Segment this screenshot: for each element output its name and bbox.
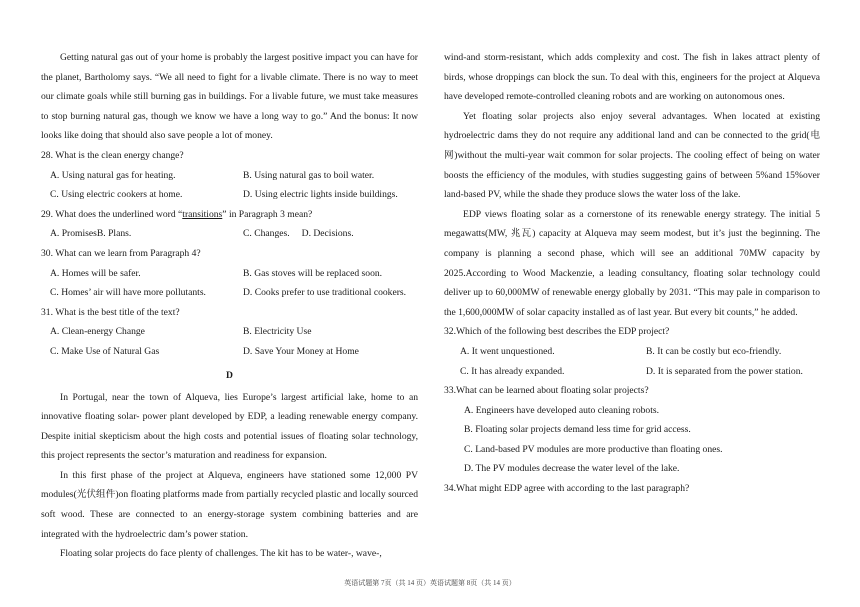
question-30-options xyxy=(41,264,418,303)
paragraph-d1: In Portugal, near the town of Alqueva, lies Europe’s largest artificial lake, home to an innovative floating solar- power plant developed by EDP, a leading renewable energy company. Despite initial skepticism about the high costs and potential issues of floating solar technology, this project represents the sector’s maturation and readiness for expansion. xyxy=(41,391,418,462)
option-d: D. It is separated from the power station. xyxy=(646,365,803,377)
question-32: 32.Which of the following best describes the EDP project? xyxy=(444,326,670,338)
option-a: A. Using natural gas for heating. xyxy=(50,169,176,181)
option-d: D. Save Your Money at Home xyxy=(243,345,359,357)
question-31: 31. What is the best title of the text? xyxy=(41,306,180,318)
option-a: A. Engineers have developed auto cleaning robots. xyxy=(464,404,660,416)
question-33-options xyxy=(444,401,820,479)
option-d: D. The PV modules decrease the water level of the lake. xyxy=(464,463,680,475)
page-footer: 英语试题第 7页（共 14 页）英语试题第 8页（共 14 页） xyxy=(344,579,516,587)
option-c: C. Using electric cookers at home. xyxy=(50,189,183,201)
paragraph-d3: Floating solar projects do face plenty of challenges. The kit has to be water-, wave-, xyxy=(60,548,382,560)
question-30: 30. What can we learn from Paragraph 4? xyxy=(41,247,201,259)
option-a: A. Clean-energy Change xyxy=(50,326,145,338)
underlined-word: transitions xyxy=(182,208,223,220)
option-c: C. Land-based PV modules are more productive than floating ones. xyxy=(464,443,723,455)
question-34: 34.What might EDP agree with according to the last paragraph? xyxy=(444,483,690,495)
option-a: A. It went unquestioned. xyxy=(460,345,555,357)
option-c: C. Changes. xyxy=(243,228,290,240)
question-28-options xyxy=(41,166,418,205)
option-b: B. Using natural gas to boil water. xyxy=(243,169,375,181)
paragraph-advantages: Yet floating solar projects also enjoy several advantages. When located at existing hydroelectric dams they do not require any additional land and can be connected to the grid(电网)without the multi-year wait common for solar projects. The cooling effect of being on water boosts the efficiency of the modules, with studies suggesting gains of between 5%and 15%over land-based PV, while the shade they produce slows the water loss of the lake. xyxy=(444,110,820,201)
option-ab: A. PromisesB. Plans. xyxy=(50,228,132,240)
question-32-options xyxy=(444,342,820,381)
option-c: C. It has already expanded. xyxy=(460,365,565,377)
paragraph-continued: wind-and storm-resistant, which adds complexity and cost. The fish in lakes attract plenty of birds, whose droppings can block the sun. To deal with this, engineers for the project at Alqueva have developed remote-controlled cleaning robots and are working on autonomous ones. xyxy=(444,52,820,103)
option-b: B. Electricity Use xyxy=(243,326,312,338)
section-heading: D xyxy=(226,369,233,381)
question-28: 28. What is the clean energy change? xyxy=(41,149,184,161)
option-b: B. Gas stoves will be replaced soon. xyxy=(243,267,383,279)
question-29: 29. What does the underlined word “transitions” in Paragraph 3 mean? xyxy=(41,208,313,220)
question-29-options xyxy=(41,224,418,244)
option-d: D. Cooks prefer to use traditional cookers. xyxy=(243,287,407,299)
right-column xyxy=(444,48,820,499)
option-b: B. It can be costly but eco-friendly. xyxy=(646,345,782,357)
option-c: C. Homes’ air will have more pollutants. xyxy=(50,287,206,299)
question-31-options xyxy=(41,322,418,361)
question-33: 33.What can be learned about floating solar projects? xyxy=(444,385,649,397)
paragraph-edp: EDP views floating solar as a cornerstone of its renewable energy strategy. The initial 5 megawatts(MW, 兆瓦) capacity at Alqueva may seem modest, but it’s just the beginning. The company is planning a second phase, which will see an additional 70MW capacity by 2025.According to Wood Mackenzie, a leading consultancy, floating solar technology could deliver up to 60,000MW of renewable energy globally by 2031. “This may pale in comparison to the 1,600,000MW of solar capacity installed as of last year. But every bit counts,” he added. xyxy=(444,208,820,318)
option-b: B. Floating solar projects demand less time for grid access. xyxy=(464,424,691,436)
paragraph-intro: Getting natural gas out of your home is probably the largest positive impact you can have for the planet, Bartholomy says. “We all need to fight for a livable climate. There is no way to meet our climate goals while still burning gas in buildings. For a livable future, we must take measures to stop burning natural gas, though we know we have a long way to go.” And the bonus: It now looks like doing that should also save people a lot of money. xyxy=(41,52,418,142)
paragraph-d2: In this first phase of the project at Alqueva, engineers have stationed some 12,000 PV modules(光伏组件)on floating platforms made from partially recycled plastic and locally sourced soft wood. These are connected to an energy-storage system combining batteries and are integrated with the hydroelectric dam’s power station. xyxy=(41,469,418,540)
option-d: D. Decisions. xyxy=(301,228,354,240)
option-a: A. Homes will be safer. xyxy=(50,267,141,279)
option-d: D. Using electric lights inside buildings. xyxy=(243,189,398,201)
option-c: C. Make Use of Natural Gas xyxy=(50,345,160,357)
left-column xyxy=(41,48,418,564)
